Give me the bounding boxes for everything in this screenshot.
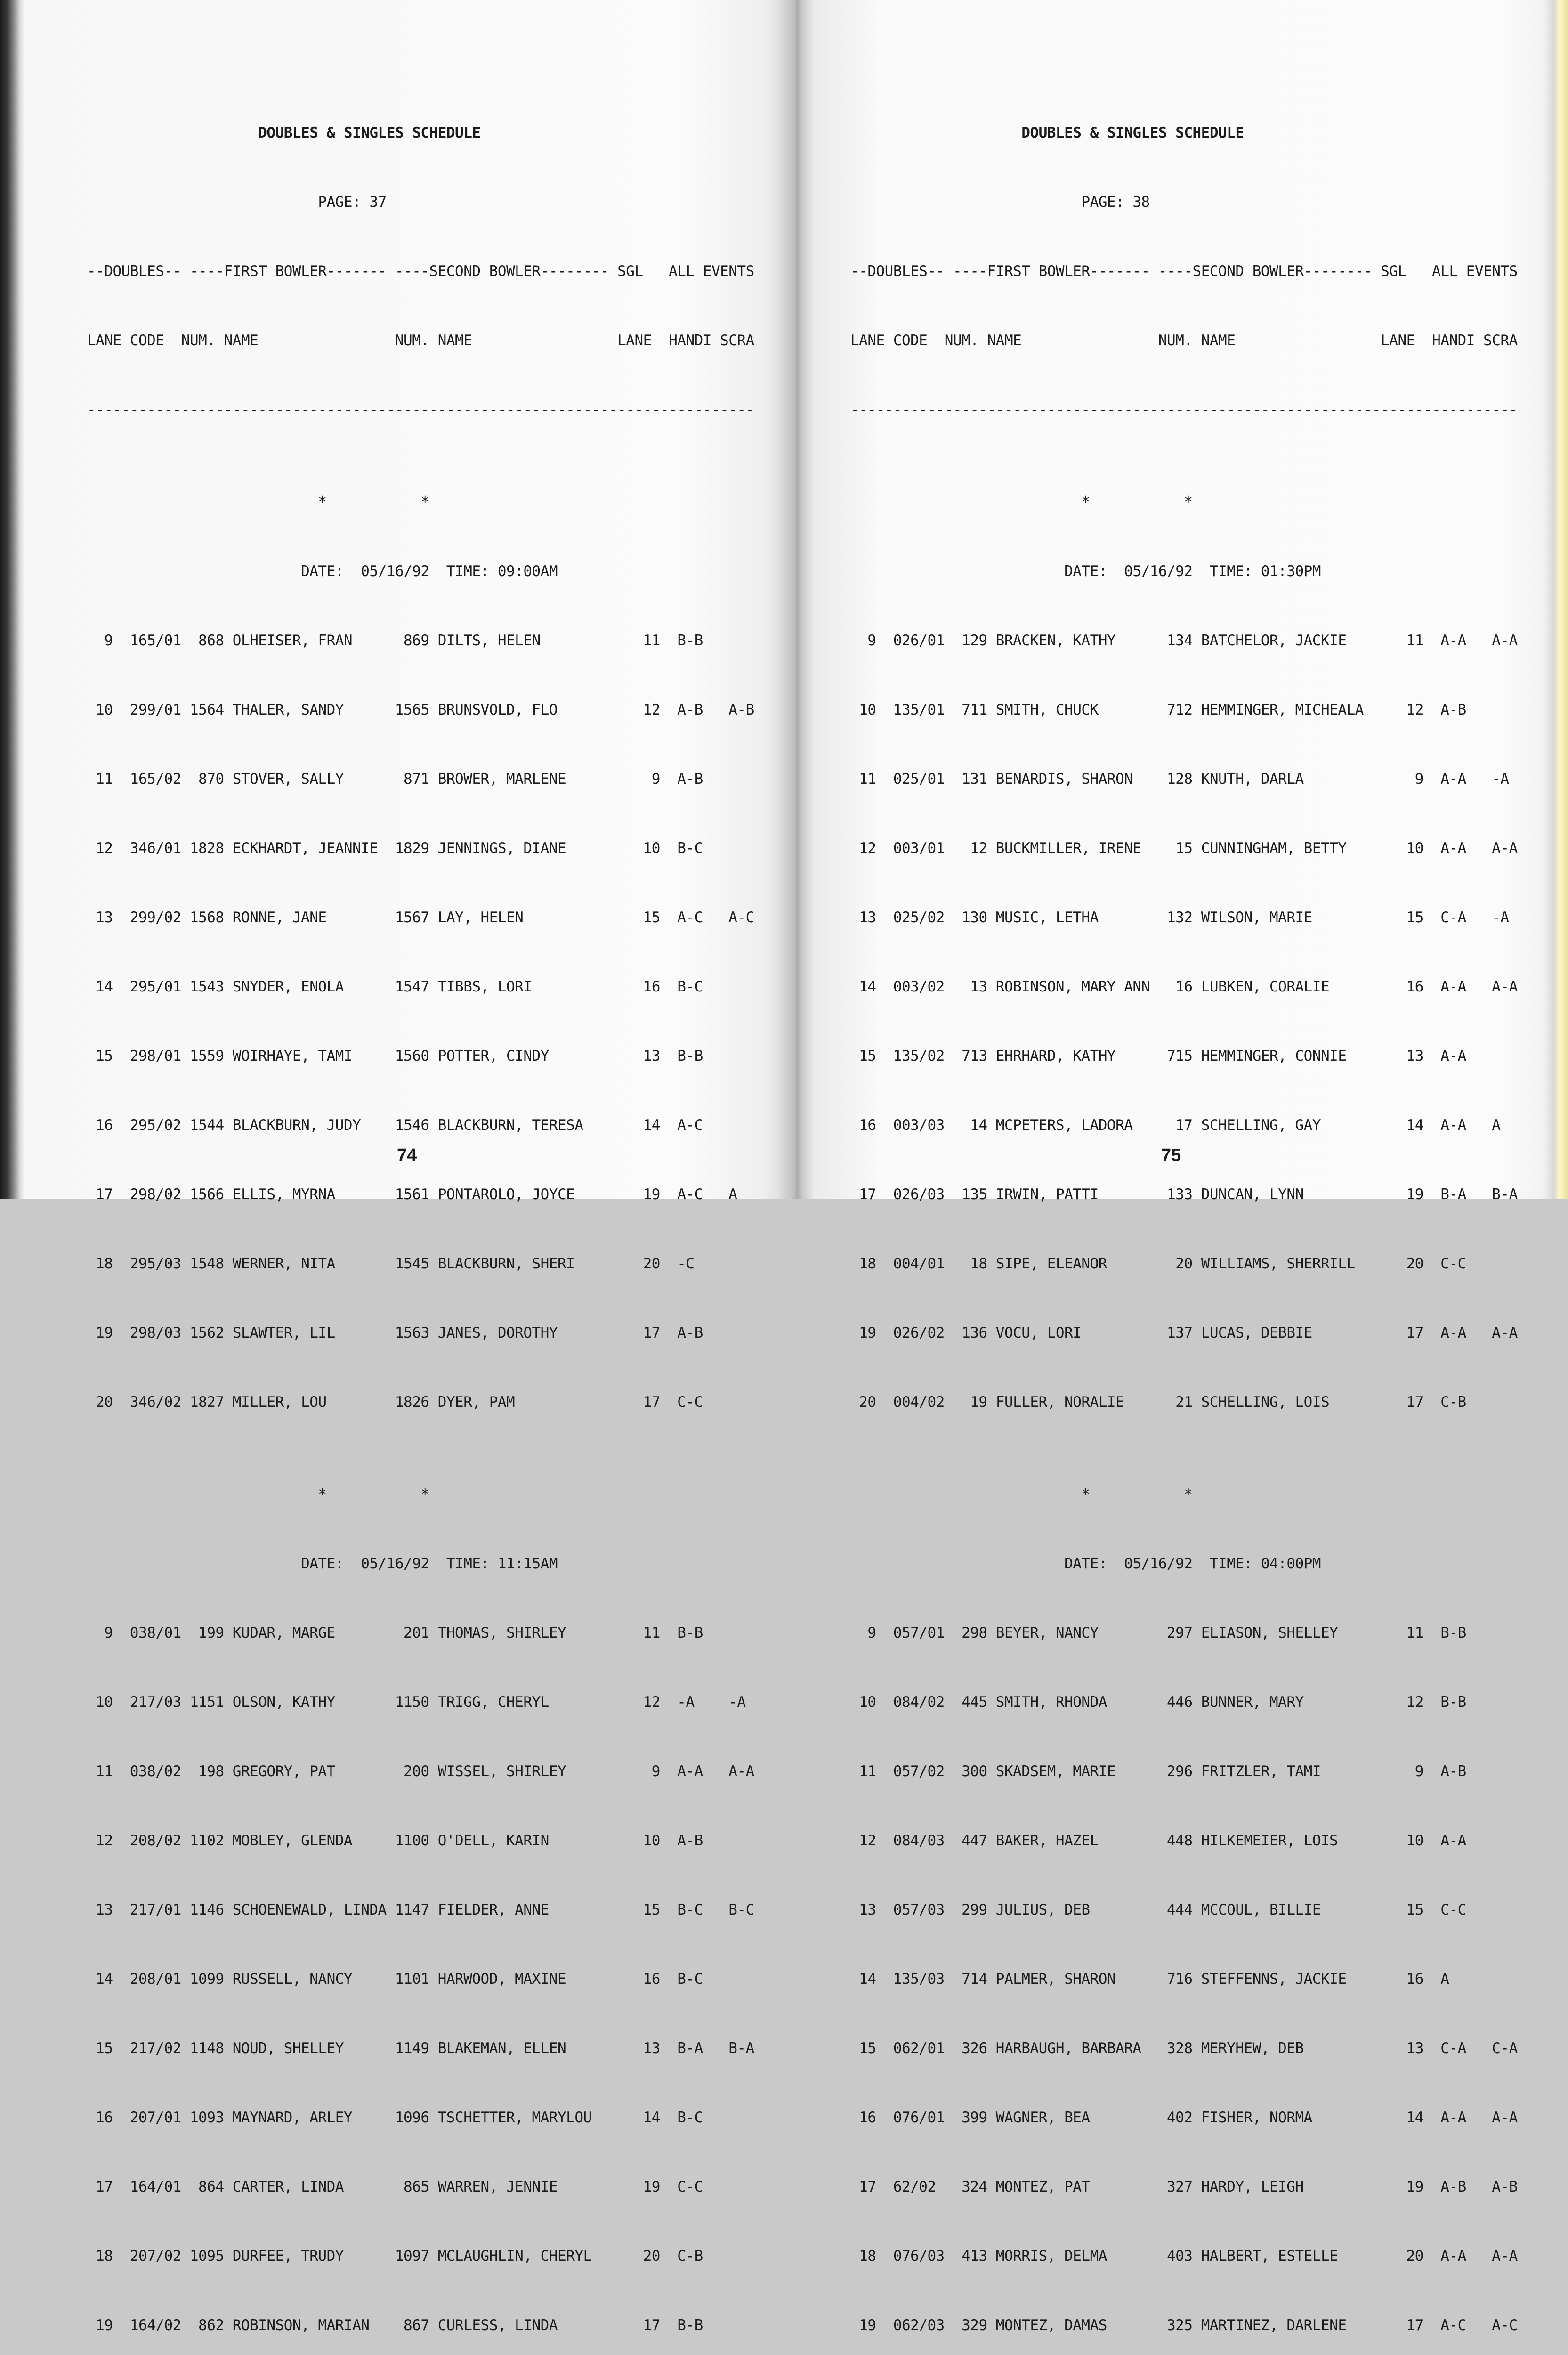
schedule-row: 14 003/02 13 ROBINSON, MARY ANN 16 LUBKEN, CORALIE 16 A-A A-A [850, 978, 1518, 995]
book-spine-edge [0, 0, 24, 1199]
section-marker: * * [87, 1486, 429, 1503]
schedule-row: 9 026/01 129 BRACKEN, KATHY 134 BATCHELOR, JACKIE 11 A-A A-A [850, 632, 1518, 649]
section-date-time: DATE: 05/16/92 TIME: 09:00AM [87, 563, 558, 580]
schedule-row: 15 298/01 1559 WOIRHAYE, TAMI 1560 POTTER, CINDY 13 B-B [87, 1048, 703, 1064]
schedule-title: DOUBLES & SINGLES SCHEDULE [850, 124, 1244, 141]
schedule-row: 19 164/02 862 ROBINSON, MARIAN 867 CURLESS, LINDA 17 B-B [87, 2317, 703, 2334]
schedule-row: 10 299/01 1564 THALER, SANDY 1565 BRUNSVOLD, FLO 12 A-B A-B [87, 701, 754, 718]
schedule-row: 10 084/02 445 SMITH, RHONDA 446 BUNNER, MARY 12 B-B [850, 1694, 1466, 1711]
schedule-row: 10 217/03 1151 OLSON, KATHY 1150 TRIGG, CHERYL 12 -A -A [87, 1694, 746, 1711]
column-header: LANE CODE NUM. NAME NUM. NAME LANE HANDI SCRA [850, 332, 1518, 349]
schedule-row: 12 003/01 12 BUCKMILLER, IRENE 15 CUNNINGHAM, BETTY 10 A-A A-A [850, 840, 1518, 857]
schedule-row: 19 062/03 329 MONTEZ, DAMAS 325 MARTINEZ, DARLENE 17 A-C A-C [850, 2317, 1518, 2334]
schedule-row: 16 003/03 14 MCPETERS, LADORA 17 SCHELLING, GAY 14 A-A A [850, 1117, 1501, 1134]
schedule-row: 12 346/01 1828 ECKHARDT, JEANNIE 1829 JENNINGS, DIANE 10 B-C [87, 840, 703, 857]
schedule-row: 14 208/01 1099 RUSSELL, NANCY 1101 HARWOOD, MAXINE 16 B-C [87, 1971, 703, 1988]
column-header-group: --DOUBLES-- ----FIRST BOWLER------- ----SECOND BOWLER-------- SGL ALL EVENTS [850, 263, 1518, 280]
page-label: PAGE: 38 [850, 194, 1150, 211]
schedule-row: 14 135/03 714 PALMER, SHARON 716 STEFFENNS, JACKIE 16 A [850, 1971, 1449, 1988]
schedule-row: 16 076/01 399 WAGNER, BEA 402 FISHER, NORMA 14 A-A A-A [850, 2109, 1518, 2126]
schedule-row: 17 026/03 135 IRWIN, PATTI 133 DUNCAN, LYNN 19 B-A B-A [850, 1186, 1518, 1203]
schedule-row: 12 208/02 1102 MOBLEY, GLENDA 1100 O'DELL, KARIN 10 A-B [87, 1832, 703, 1849]
page-edge [1544, 0, 1568, 1199]
schedule-row: 19 298/03 1562 SLAWTER, LIL 1563 JANES, DOROTHY 17 A-B [87, 1324, 703, 1341]
section-date-time: DATE: 05/16/92 TIME: 11:15AM [87, 1555, 558, 1572]
schedule-row: 10 135/01 711 SMITH, CHUCK 712 HEMMINGER, MICHEALA 12 A-B [850, 701, 1466, 718]
schedule-row: 16 295/02 1544 BLACKBURN, JUDY 1546 BLACKBURN, TERESA 14 A-C [87, 1117, 703, 1134]
schedule-row: 18 004/01 18 SIPE, ELEANOR 20 WILLIAMS, SHERRILL 20 C-C [850, 1255, 1466, 1272]
schedule-row: 15 062/01 326 HARBAUGH, BARBARA 328 MERYHEW, DEB 13 C-A C-A [850, 2040, 1518, 2057]
left-schedule [87, 75, 754, 2355]
schedule-row: 11 165/02 870 STOVER, SALLY 871 BROWER, MARLENE 9 A-B [87, 771, 703, 788]
schedule-row: 17 298/02 1566 ELLIS, MYRNA 1561 PONTAROLO, JOYCE 19 A-C A [87, 1186, 737, 1203]
section-marker: * * [87, 494, 429, 511]
schedule-row: 9 057/01 298 BEYER, NANCY 297 ELIASON, SHELLEY 11 B-B [850, 1624, 1466, 1641]
schedule-row: 9 038/01 199 KUDAR, MARGE 201 THOMAS, SHIRLEY 11 B-B [87, 1624, 703, 1641]
page-label: PAGE: 37 [87, 194, 387, 211]
section-marker: * * [850, 494, 1193, 511]
page-number: 75 [1161, 1145, 1181, 1165]
header-rule: ------------------------------------------------------------------------------ [850, 401, 1518, 418]
schedule-row: 17 164/01 864 CARTER, LINDA 865 WARREN, JENNIE 19 C-C [87, 2178, 703, 2195]
column-header: LANE CODE NUM. NAME NUM. NAME LANE HANDI SCRA [87, 332, 754, 349]
schedule-row: 20 346/02 1827 MILLER, LOU 1826 DYER, PAM 17 C-C [87, 1394, 703, 1411]
schedule-row: 16 207/01 1093 MAYNARD, ARLEY 1096 TSCHETTER, MARYLOU 14 B-C [87, 2109, 703, 2126]
schedule-row: 18 207/02 1095 DURFEE, TRUDY 1097 MCLAUGHLIN, CHERYL 20 C-B [87, 2248, 703, 2265]
schedule-row: 11 025/01 131 BENARDIS, SHARON 128 KNUTH, DARLA 9 A-A -A [850, 771, 1509, 788]
schedule-row: 14 295/01 1543 SNYDER, ENOLA 1547 TIBBS, LORI 16 B-C [87, 978, 703, 995]
schedule-row: 20 004/02 19 FULLER, NORALIE 21 SCHELLING, LOIS 17 C-B [850, 1394, 1466, 1411]
schedule-row: 13 217/01 1146 SCHOENEWALD, LINDA 1147 FIELDER, ANNE 15 B-C B-C [87, 1901, 754, 1918]
schedule-row: 17 62/02 324 MONTEZ, PAT 327 HARDY, LEIGH 19 A-B A-B [850, 2178, 1518, 2195]
schedule-title: DOUBLES & SINGLES SCHEDULE [87, 124, 481, 141]
schedule-row: 15 217/02 1148 NOUD, SHELLEY 1149 BLAKEMAN, ELLEN 13 B-A B-A [87, 2040, 754, 2057]
column-header-group: --DOUBLES-- ----FIRST BOWLER------- ----SECOND BOWLER-------- SGL ALL EVENTS [87, 263, 754, 280]
section-date-time: DATE: 05/16/92 TIME: 01:30PM [850, 563, 1321, 580]
page-number: 74 [397, 1145, 417, 1165]
schedule-row: 12 084/03 447 BAKER, HAZEL 448 HILKEMEIER, LOIS 10 A-A [850, 1832, 1466, 1849]
schedule-row: 18 295/03 1548 WERNER, NITA 1545 BLACKBURN, SHERI 20 -C [87, 1255, 695, 1272]
schedule-row: 19 026/02 136 VOCU, LORI 137 LUCAS, DEBBIE 17 A-A A-A [850, 1324, 1518, 1341]
schedule-row: 9 165/01 868 OLHEISER, FRAN 869 DILTS, HELEN 11 B-B [87, 632, 703, 649]
section-date-time: DATE: 05/16/92 TIME: 04:00PM [850, 1555, 1321, 1572]
schedule-row: 11 038/02 198 GREGORY, PAT 200 WISSEL, SHIRLEY 9 A-A A-A [87, 1763, 754, 1780]
schedule-row: 15 135/02 713 EHRHARD, KATHY 715 HEMMINGER, CONNIE 13 A-A [850, 1048, 1466, 1064]
schedule-row: 13 025/02 130 MUSIC, LETHA 132 WILSON, MARIE 15 C-A -A [850, 909, 1509, 926]
schedule-row: 13 299/02 1568 RONNE, JANE 1567 LAY, HELEN 15 A-C A-C [87, 909, 754, 926]
book-gutter [777, 0, 815, 1199]
header-rule: ------------------------------------------------------------------------------ [87, 401, 754, 418]
right-schedule [850, 75, 1518, 2355]
section-marker: * * [850, 1486, 1193, 1503]
schedule-row: 18 076/03 413 MORRIS, DELMA 403 HALBERT, ESTELLE 20 A-A A-A [850, 2248, 1518, 2265]
schedule-row: 11 057/02 300 SKADSEM, MARIE 296 FRITZLER, TAMI 9 A-B [850, 1763, 1466, 1780]
schedule-row: 13 057/03 299 JULIUS, DEB 444 MCCOUL, BILLIE 15 C-C [850, 1901, 1466, 1918]
